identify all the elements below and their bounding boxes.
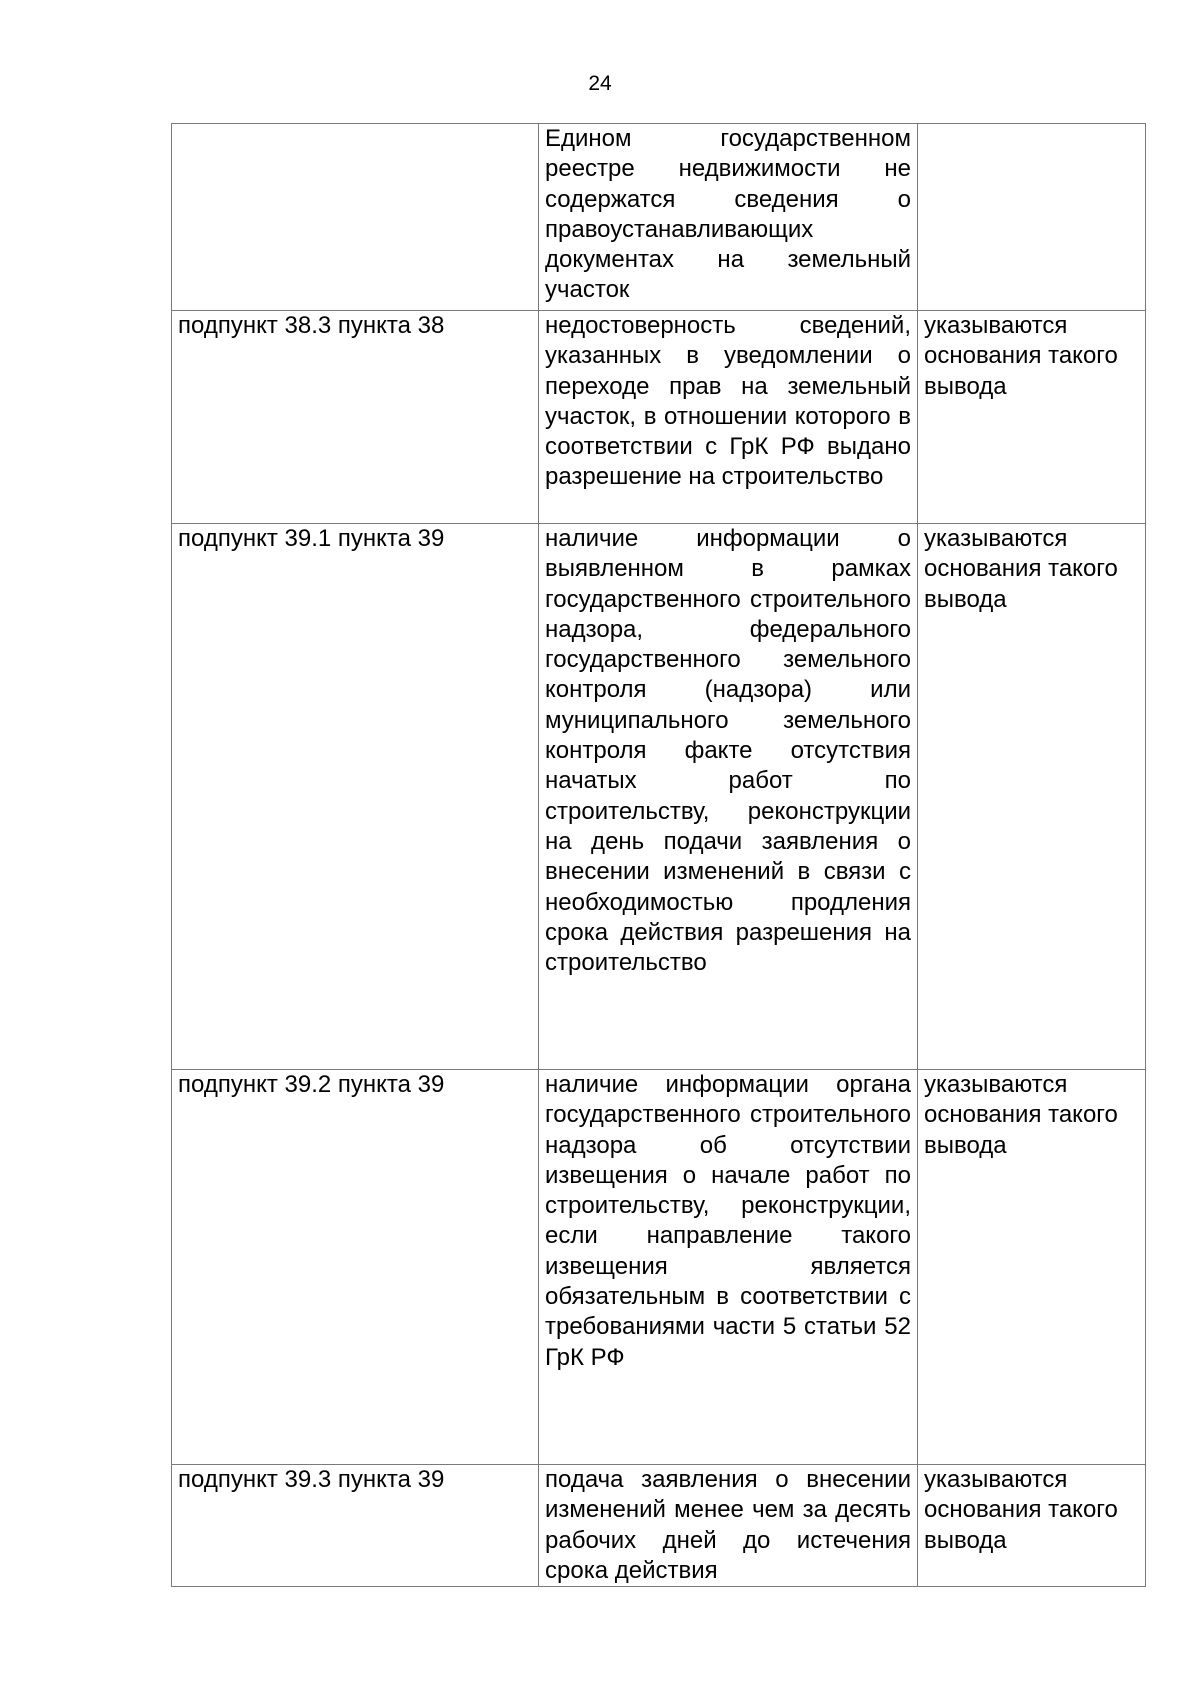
ref-cell: подпункт 38.3 пункта 38 [172, 311, 539, 524]
ref-cell [172, 124, 539, 311]
reason-cell: наличие информации о выявленном в рамках государственного строительного надзора, федерального государственного земельного контроля (надзора) или муниципального земельного контроля факте отсутствия начатых работ по строительству, реконструкции на день подачи заявления о внесении изменений в связи с необходимостью продления срока действия разрешения на строительство [539, 524, 918, 1070]
note-cell [918, 124, 1146, 311]
note-cell: указываются основания такого вывода [918, 1465, 1146, 1587]
note-cell: указываются основания такого вывода [918, 524, 1146, 1070]
table-row [172, 524, 1146, 1070]
reason-cell: подача заявления о внесении изменений менее чем за десять рабочих дней до истечения срока действия [539, 1465, 918, 1587]
reason-cell: Едином государственном реестре недвижимости не содержатся сведения о правоустанавливающих документах на земельный участок [539, 124, 918, 311]
table-row [172, 124, 1146, 311]
ref-cell: подпункт 39.1 пункта 39 [172, 524, 539, 1070]
reason-cell: наличие информации органа государственного строительного надзора об отсутствии извещения о начале работ по строительству, реконструкции, если направление такого извещения является обязательным в соответствии с требованиями части 5 статьи 52 ГрК РФ [539, 1070, 918, 1465]
table-row [172, 1465, 1146, 1587]
grounds-table [171, 123, 1146, 1587]
ref-cell: подпункт 39.3 пункта 39 [172, 1465, 539, 1587]
table-row [172, 1070, 1146, 1465]
ref-cell: подпункт 39.2 пункта 39 [172, 1070, 539, 1465]
note-cell: указываются основания такого вывода [918, 1070, 1146, 1465]
note-cell: указываются основания такого вывода [918, 311, 1146, 524]
table-row [172, 311, 1146, 524]
page-number: 24 [588, 72, 612, 95]
reason-cell: недостоверность сведений, указанных в уведомлении о переходе прав на земельный участок, в отношении которого в соответствии с ГрК РФ выдано разрешение на строительство [539, 311, 918, 524]
